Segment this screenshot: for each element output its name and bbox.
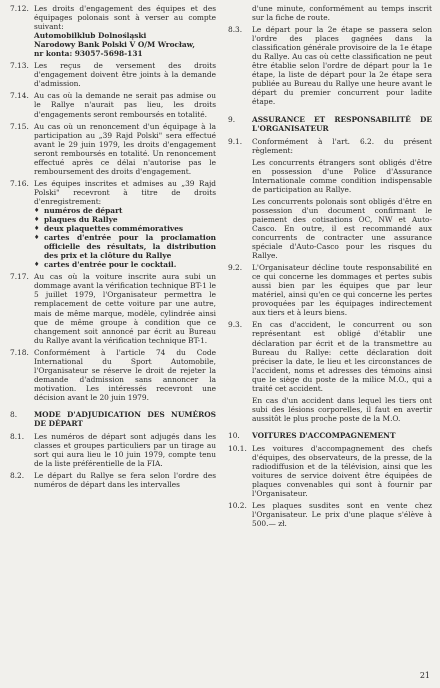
section-number: 8. bbox=[10, 409, 18, 419]
paragraph-number: 7.14. bbox=[10, 91, 29, 101]
list-item: ♦ cartes d'entrée pour la proclamation officielle des résultats, la distribution des prix et la clôture du Rallye bbox=[34, 233, 216, 260]
paragraph-number: 7.17. bbox=[10, 272, 29, 282]
paragraph-text: En cas d'accident, le concurrent ou son représentant est obligé d'établir une déclaration par écrit et de la transmettre au Bureau du Rallye: cette déclaration doit préciser la date, le lieu et les circonstances de l'accident, noms et adresses des témoins ainsi que le siège du poste de la milice M.O., qui a traité cet accident. bbox=[252, 320, 432, 393]
list-item: ♦ deux plaquettes commémoratives bbox=[34, 224, 216, 233]
paragraph-text: En cas d'un accident dans lequel les tiers ont subi des lésions corporelles, il faut en avertir aussitôt le plus proche poste de la M.O. bbox=[252, 395, 432, 423]
section-title: ASSURANCE ET RESPONSABILITÉ DE L'ORGANISATEUR bbox=[252, 114, 432, 133]
paragraph-number: 9.3. bbox=[228, 320, 243, 330]
paragraph-number: 9.1. bbox=[228, 136, 243, 146]
paragraph-text: Les concurrents polonais sont obligés d'être en possession d'un document confirmant le paiement des cotisations OC, NW et Auto-Casco. En outre, il est recommandé aux concurrents de contracter une assurance spéciale d'Auto-Casco pour les risques du Rallye. bbox=[252, 196, 432, 261]
section-8-heading bbox=[10, 410, 216, 428]
paragraph-number: 7.15. bbox=[10, 121, 29, 131]
paragraph-number: 7.12. bbox=[10, 4, 29, 13]
paragraph-text: Les équipes inscrites et admises au „39 Rajd Polski" recevront à titre de droits d'enregistrement: bbox=[34, 178, 216, 206]
paragraph-text: Les droits d'engagement des équipes et des équipages polonais sont à verser au compte suivant: bbox=[34, 4, 216, 32]
paragraph-text: Au cas où la voiture inscrite aura subi un dommage avant la vérification technique BT-1 le 5 juillet 1979, l'Organisateur permettra le remplacement de cette voiture par une autre, mais de même marque, modèle, cylindrée ainsi que de même groupe à condition que ce changement soit annoncé par écrit au Bureau du Rallye avant la vérification technique BT-1. bbox=[34, 272, 216, 345]
paragraph-number: 7.16. bbox=[10, 178, 29, 188]
paragraph-text: L'Organisateur décline toute responsabilité en ce qui concerne les dommages et pertes subis aussi bien par les équipes que par leur matériel, ainsi qu'en ce qui concerne les pertes provoquées par les équipages indirectement aux tiers et à leurs biens. bbox=[252, 263, 432, 318]
paragraph-number: 8.3. bbox=[228, 25, 243, 35]
paragraph-8-1 bbox=[10, 432, 216, 468]
section-title: VOITURES D'ACCOMPAGNEMENT bbox=[252, 430, 396, 440]
paragraph-text: Conformément à l'article 74 du Code International du Sport Automobile, l'Organisateur se réserve le droit de rejeter la demande d'admission sans annoncer la motivation. Les intéressés recevront une décision avant le 20 juin 1979. bbox=[34, 347, 216, 402]
paragraph-8-2 bbox=[10, 471, 216, 489]
right-column bbox=[228, 4, 432, 531]
paragraph-text: Conformément à l'art. 6.2. du présent règlement: bbox=[252, 136, 432, 155]
registration-items-list bbox=[34, 206, 216, 269]
bank-name: Automobilklub Dolnośląski bbox=[34, 31, 147, 41]
paragraph-text: Les numéros de départ sont adjugés dans les classes et groupes particuliers par un tirage au sort qui aura lieu le 10 juin 1979, compte tenu de la liste préférentielle de la FIA. bbox=[34, 431, 216, 469]
paragraph-9-1 bbox=[228, 137, 432, 155]
paragraph-text: Le départ pour la 2e étape se passera selon l'ordre des places gagnées dans la classification générale provisoire de la 1e étape du Rallye. Au cas où cette classification ne peut être établie selon l'ordre de départ pour la 1e étape, la liste de départ pour la 2e étape sera publiée au Bureau du Rallye une heure avant le départ du premier concurrent pour ladite étape. bbox=[252, 25, 432, 107]
paragraph-7-18 bbox=[10, 348, 216, 402]
paragraph-7-12 bbox=[10, 4, 216, 58]
paragraph-number: 10.2. bbox=[228, 501, 247, 511]
paragraph-number: 9.2. bbox=[228, 263, 243, 273]
section-number: 9. bbox=[228, 114, 236, 124]
bank-account: nr konta: 93057-5698-131 bbox=[34, 49, 143, 59]
left-column bbox=[10, 4, 216, 492]
section-title: MODE D'ADJUDICATION DES NUMÉROS DE DÉPART bbox=[34, 409, 216, 428]
paragraph-7-14 bbox=[10, 91, 216, 118]
paragraph-text: Les plaques susdites sont en vente chez l'Organisateur. Le prix d'une plaque s'élève à 500.— zł. bbox=[252, 501, 432, 529]
paragraph-text: Les voitures d'accompagnement des chefs d'équipes, des observateurs, de la presse, de la radiodiffusion et de la télévision, ainsi que les voitures de service doivent être équipées de plaques convenables qui sont à fournir par l'Organisateur. bbox=[252, 443, 432, 499]
paragraph-text: Les concurrents étrangers sont obligés d'être en possession d'une Police d'Assurance Internationale comme condition indispensable de participation au Rallye. bbox=[252, 157, 432, 194]
paragraph-number: 8.1. bbox=[10, 431, 25, 441]
paragraph-number: 7.18. bbox=[10, 347, 29, 357]
paragraph-8-2-continued: d'une minute, conformément au temps inscrit sur la fiche de route. bbox=[252, 4, 432, 23]
paragraph-number: 7.13. bbox=[10, 61, 29, 71]
paragraph-text: Au cas où la demande ne serait pas admise ou le Rallye n'aurait pas lieu, les droits d'engagements seront remboursés en totalité. bbox=[34, 91, 216, 119]
list-item: ♦ cartes d'entrée pour le cocktail. bbox=[34, 260, 216, 269]
paragraph-7-15 bbox=[10, 122, 216, 176]
paragraph-number: 8.2. bbox=[10, 471, 25, 481]
paragraph-7-13 bbox=[10, 61, 216, 88]
paragraph-text: Le départ du Rallye se fera selon l'ordre des numéros de départ dans les intervalles bbox=[34, 471, 216, 490]
paragraph-10-1 bbox=[228, 444, 432, 498]
paragraph-text: Au cas où un renoncement d'un équipage à la participation au „39 Rajd Polski" sera effectué avant le 29 juin 1979, les droits d'engagement seront remboursés en totalité. Un renoncement effectué après ce délai n'autorise pas le remboursement des droits d'engagement. bbox=[34, 121, 216, 176]
list-item: ♦ numéros de départ bbox=[34, 206, 216, 215]
paragraph-number: 10.1. bbox=[228, 443, 247, 453]
paragraph-text: Les reçus de versement des droits d'engagement doivent être joints à la demande d'admission. bbox=[34, 61, 216, 89]
paragraph-7-16 bbox=[10, 179, 216, 269]
section-9-heading bbox=[228, 115, 432, 133]
section-number: 10. bbox=[228, 430, 240, 440]
paragraph-9-3 bbox=[228, 320, 432, 392]
paragraph-9-2 bbox=[228, 263, 432, 317]
list-item: ♦ plaques du Rallye bbox=[34, 215, 216, 224]
paragraph-7-17 bbox=[10, 272, 216, 344]
section-10-heading bbox=[228, 431, 432, 440]
page-number: 21 bbox=[419, 671, 430, 680]
paragraph-8-3 bbox=[228, 25, 432, 106]
bank-branch: Narodowy Bank Polski V O/M Wrocław, bbox=[34, 40, 196, 50]
paragraph-10-2 bbox=[228, 501, 432, 528]
